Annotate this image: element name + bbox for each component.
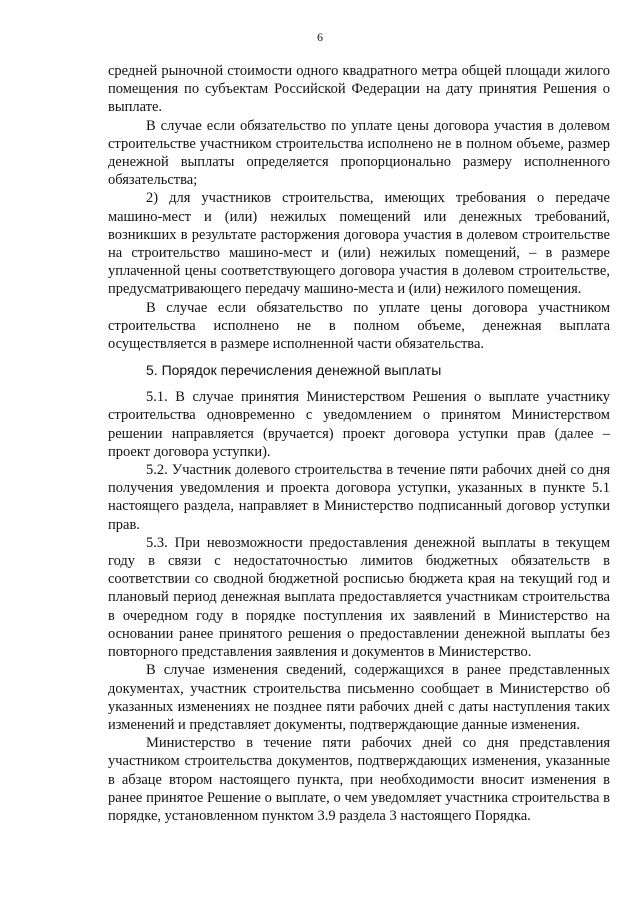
section-heading: 5. Порядок перечисления денежной выплаты — [146, 362, 442, 379]
paragraph: В случае если обязательство по уплате цены договора участия в долевом строительстве участником строительства исполнено не в полном объеме, размер денежной выплаты определяется пропорционально размеру исполненного обязательства; — [108, 117, 610, 189]
page-number: 6 — [317, 30, 323, 44]
paragraph: средней рыночной стоимости одного квадратного метра общей площади жилого помещения по субъектам Российской Федерации на дату принятия Решения о выплате. — [108, 63, 610, 116]
paragraph: 5.1. В случае принятия Министерством Решения о выплате участнику строительства одновременно с уведомлением о принятом Министерством решении направляется (вручается) проект договора уступки прав (далее – проект договора уступки). — [108, 389, 610, 460]
paragraph: 2) для участников строительства, имеющих требования о передаче машино-мест и (или) нежилых помещений или денежных требований, возникших в результате расторжения договора участия в долевом строительстве на строительство машино-мест и (или) нежилых помещений, – в размере уплаченной цены соответствующего договора участия в долевом строительстве, предусматривающего передачу машино-места и (или) нежилого помещения. — [108, 190, 610, 298]
paragraph: 5.2. Участник долевого строительства в течение пяти рабочих дней со дня получения уведомления и проекта договора уступки, указанных в пункте 5.1 настоящего раздела, направляет в Министерство подписанный договор уступки прав. — [108, 462, 610, 533]
paragraph: В случае изменения сведений, содержащихся в ранее представленных документах, участник строительства письменно сообщает в Министерство об указанных изменениях не позднее пяти рабочих дней с даты наступления таких изменений и представляет документы, подтверждающие данные изменения. — [108, 662, 610, 733]
paragraph: В случае если обязательство по уплате цены договора участником строительства исполнено не в полном объеме, денежная выплата осуществляется в размере исполненной части обязательства. — [108, 299, 610, 353]
paragraph: Министерство в течение пяти рабочих дней со дня представления участником строительства документов, подтверждающих изменения, указанные в абзаце втором настоящего пункта, при необходимости вносит изменения в ранее принятое Решение о выплате, о чем уведомляет участника строительства в порядке, установленном пунктом 3.9 раздела 3 настоящего Порядка. — [108, 735, 610, 824]
document-body — [108, 62, 610, 825]
paragraph: 5.3. При невозможности предоставления денежной выплаты в текущем году в связи с недостаточностью лимитов бюджетных обязательств в соответствии со сводной бюджетной росписью бюджета края на текущий год и плановый период денежная выплата предоставляется участникам строительства в очередном году в порядке поступления их заявлений в Министерство на основании ранее принятого решения о предоставлении денежной выплаты без повторного представления заявления и документов в Министерство. — [108, 534, 610, 661]
